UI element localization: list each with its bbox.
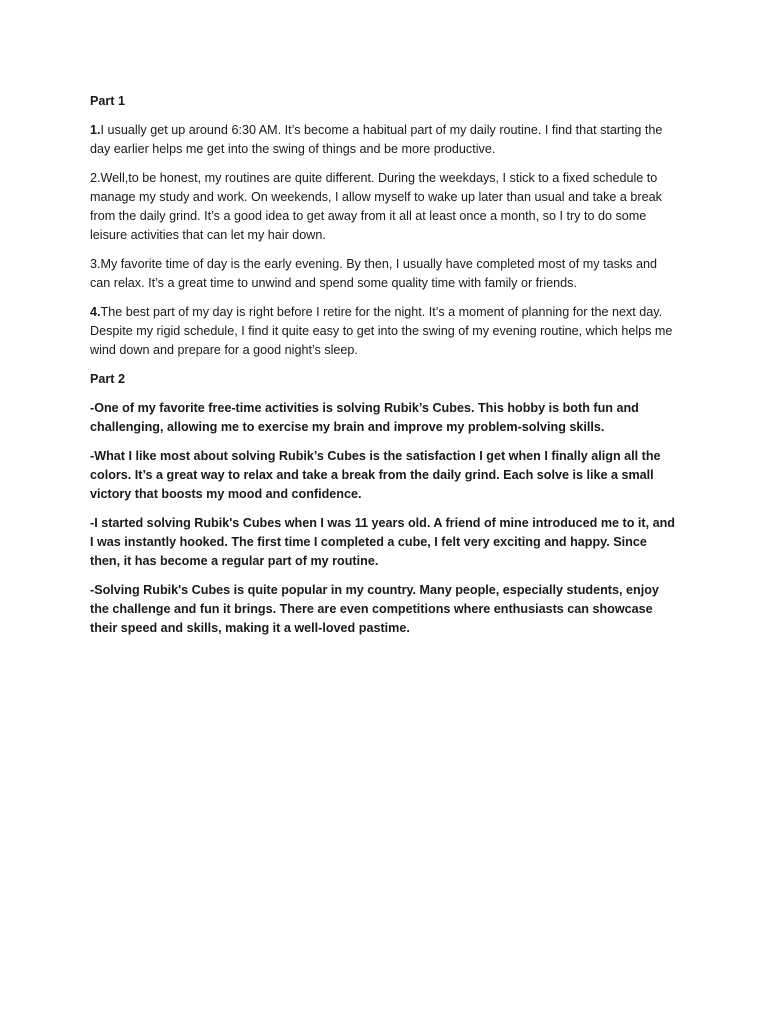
part-2-answer-3: -I started solving Rubik's Cubes when I was 11 years old. A friend of mine introduced me to it, and I was instantly hooked. The first time I completed a cube, I felt very exciting and happy. Since then, it has become a regular part of my routine. — [90, 515, 675, 569]
part-2-answer-4: -Solving Rubik's Cubes is quite popular in my country. Many people, especially students, enjoy the challenge and fun it brings. There are even competitions where enthusiasts can showcase their speed and skills, making it a well-loved pastime. — [90, 582, 659, 636]
answer-number: 1. — [90, 122, 101, 137]
part-1-answer-4 — [90, 303, 680, 361]
part-2-answer-2: -What I like most about solving Rubik’s Cubes is the satisfaction I get when I finally align all the colors. It’s a great way to relax and take a break from the daily grind. Each solve is like a small victory that boosts my mood and confidence. — [90, 448, 661, 501]
answer-number: 4. — [90, 304, 101, 319]
part-1-answer-1 — [90, 121, 680, 159]
part-1-answer-3: 3.My favorite time of day is the early evening. By then, I usually have completed most of my tasks and can relax. It’s a great time to unwind and spend some quality time with family or friends. — [90, 256, 657, 291]
answer-text: I usually get up around 6:30 AM. It’s become a habitual part of my daily routine. I find that starting the day earlier helps me get into the swing of things and be more productive. — [90, 122, 663, 156]
document-page — [90, 92, 680, 648]
part-2-answer-1: -One of my favorite free-time activities is solving Rubik’s Cubes. This hobby is both fun and challenging, allowing me to exercise my brain and improve my problem-solving skills. — [90, 400, 639, 434]
part-2-heading: Part 2 — [90, 371, 126, 386]
part-1-heading: Part 1 — [90, 94, 126, 108]
part-1-answer-2: 2.Well,to be honest, my routines are quite different. During the weekdays, I stick to a fixed schedule to manage my study and work. On weekends, I allow myself to wake up later than usual and take a break from the daily grind. It’s a good idea to get away from it all at least once a month, so I try to do some leisure activities that can let my hair down. — [90, 170, 662, 243]
answer-text: The best part of my day is right before I retire for the night. It’s a moment of planning for the next day. Despite my rigid schedule, I find it quite easy to get into the swing of my evening routine, which helps me wind down and prepare for a good night’s sleep. — [90, 304, 673, 358]
